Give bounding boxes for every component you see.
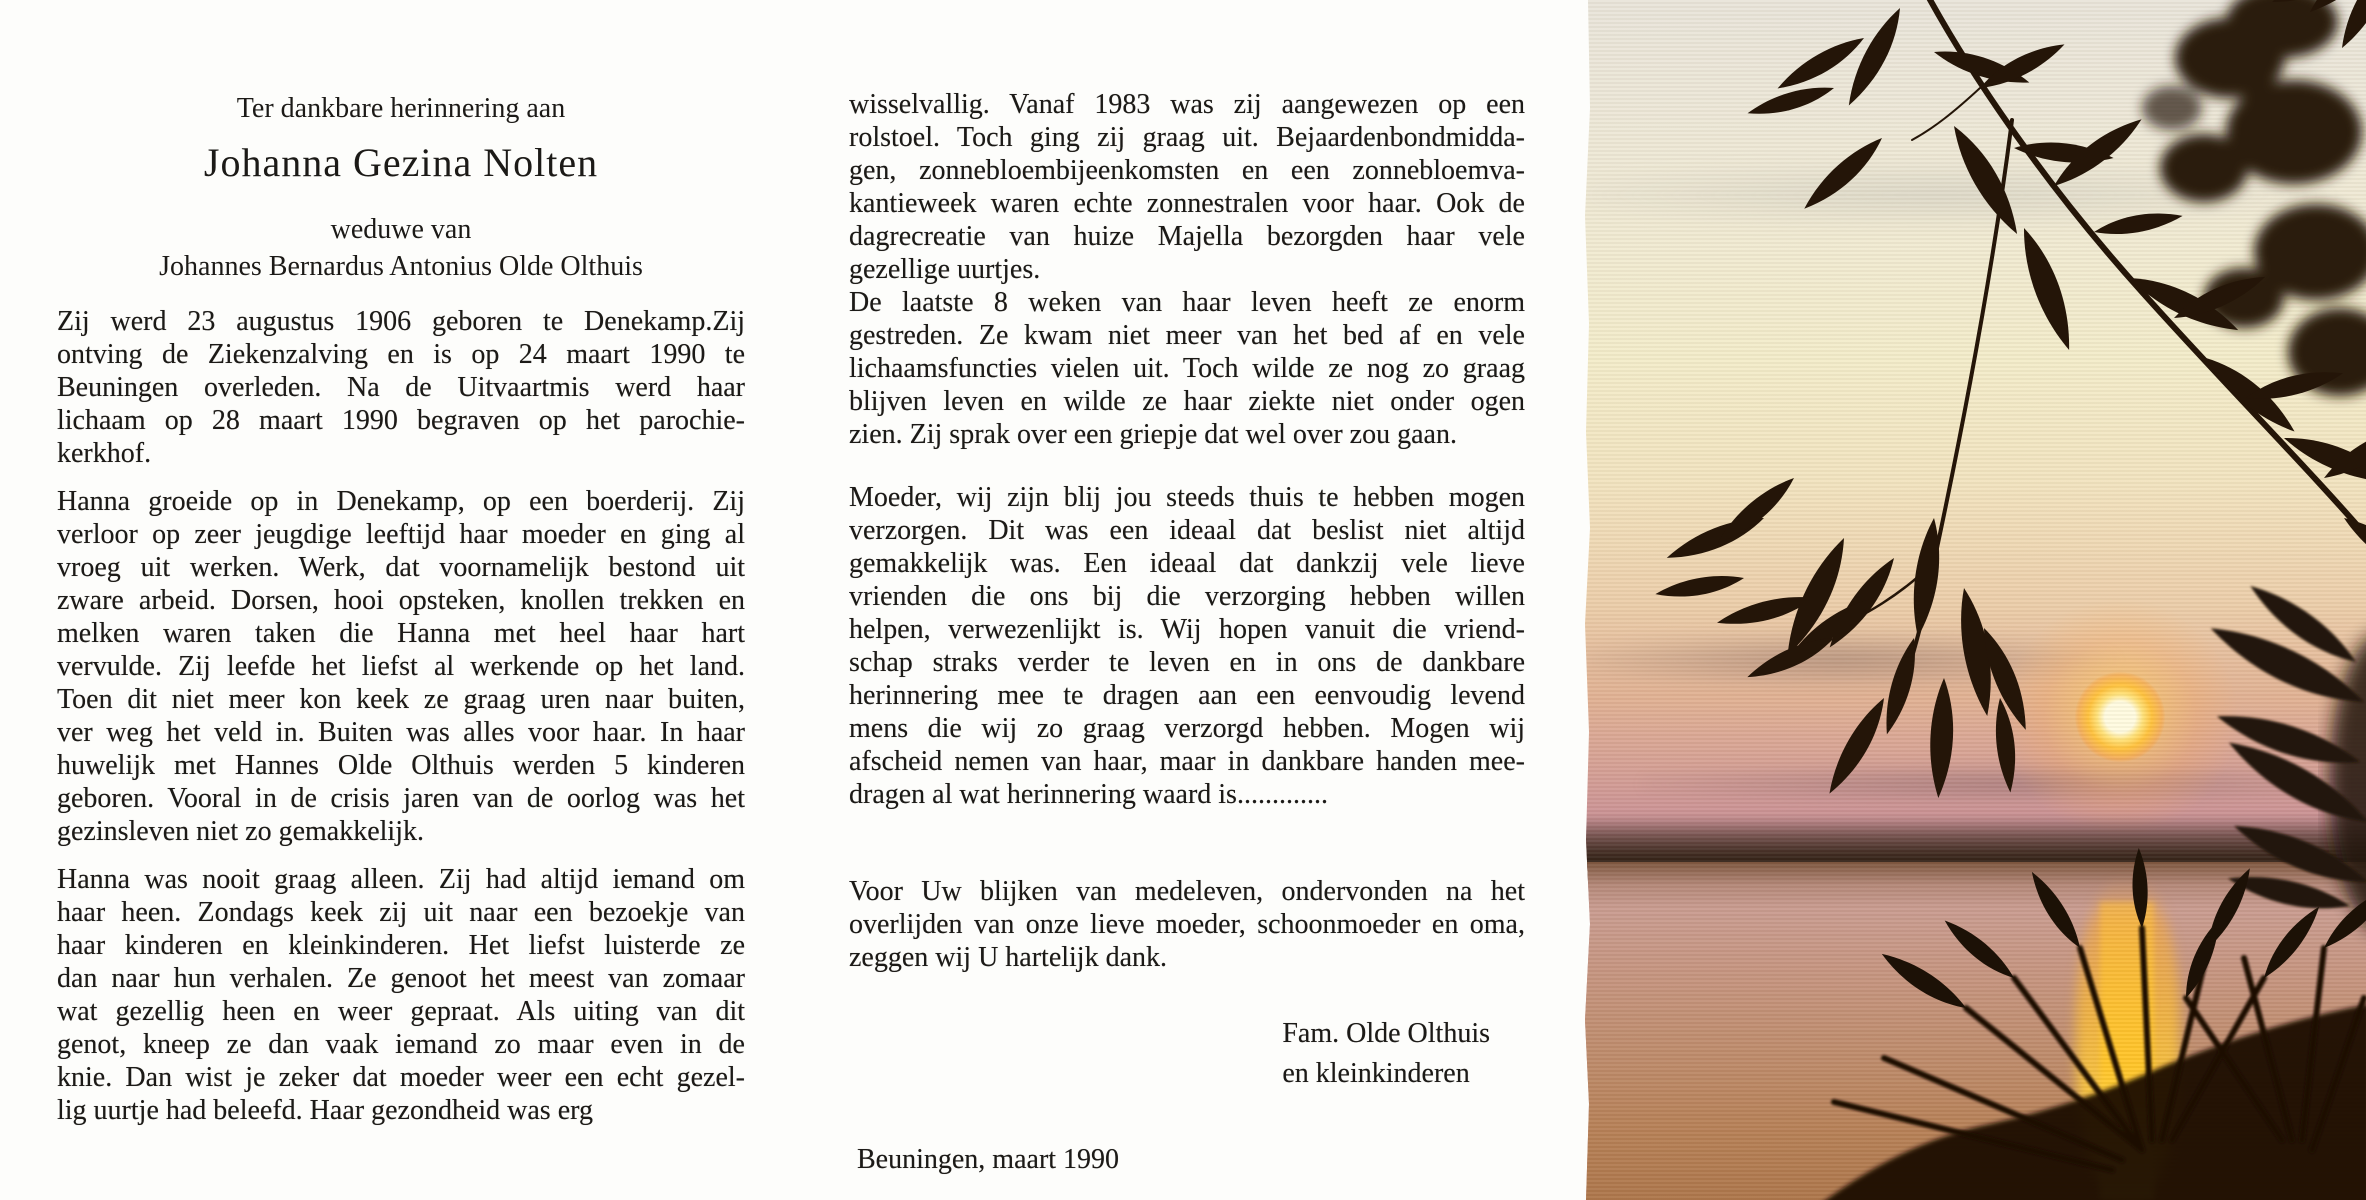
paragraph xyxy=(849,875,1525,974)
foliage-silhouettes xyxy=(1582,0,2366,1200)
text-line: verzorgen. Dit was een ideaal dat beslist niet altijd xyxy=(849,515,1525,546)
text-line: ontving de Ziekenzalving en is op 24 maart 1990 te xyxy=(57,339,745,370)
text-line: overlijden van onze lieve moeder, schoonmoeder en oma, xyxy=(849,909,1525,940)
text-line: gezellige uurtjes. xyxy=(849,254,1041,285)
text-line: wisselvallig. Vanaf 1983 was zij aangewezen op een xyxy=(849,89,1525,120)
text-line: Zij werd 23 augustus 1906 geboren te Denekamp.Zij xyxy=(57,306,745,337)
text-line: dragen al wat herinnering waard is............. xyxy=(849,779,1328,810)
text-line: gemakkelijk was. Een ideaal dat dankzij vele lieve xyxy=(849,548,1525,579)
text-line: Hanna was nooit graag alleen. Zij had altijd iemand om xyxy=(57,864,745,895)
text-line: kantieweek waren echte zonnestralen voor haar. Ook de xyxy=(849,188,1525,219)
paragraph xyxy=(57,485,745,848)
text-line: schap straks verder te leven en in ons de dankbare xyxy=(849,647,1525,678)
right-paragraphs xyxy=(849,88,1525,974)
dateline: Beuningen, maart 1990 xyxy=(857,1144,1120,1175)
text-line: lichaam op 28 maart 1990 begraven op het parochie- xyxy=(57,405,745,436)
text-line: Beuningen overleden. Na de Uitvaartmis werd haar xyxy=(57,372,745,403)
text-line: herinnering mee te dragen aan een eenvoudig levend xyxy=(849,680,1525,711)
deceased-name: Johanna Gezina Nolten xyxy=(203,140,599,185)
text-line: knie. Dan wist je zeker dat moeder weer een echt gezel- xyxy=(57,1062,745,1093)
left-text-column xyxy=(57,92,745,1127)
paragraph xyxy=(57,863,745,1127)
text-line: huwelijk met Hannes Olde Olthuis werden 5 kinderen xyxy=(57,750,745,781)
text-line: melken waren taken die Hanna met heel haar hart xyxy=(57,618,745,649)
text-line: lichaamsfuncties vielen uit. Toch wilde ze nog zo graag xyxy=(849,353,1525,384)
paragraph xyxy=(849,286,1525,451)
text-line: gestreden. Ze kwam niet meer van het bed af en vele xyxy=(849,320,1525,351)
text-line: haar kinderen en kleinkinderen. Het liefst luisterde ze xyxy=(57,930,745,961)
paragraph xyxy=(849,88,1525,286)
paragraph xyxy=(849,481,1525,811)
signature-family: Fam. Olde Olthuis xyxy=(1282,1018,1490,1049)
text-line: dagrecreatie van huize Majella bezorgden haar vele xyxy=(849,221,1525,252)
text-line: ver weg het veld in. Buiten was alles voor haar. In haar xyxy=(57,717,745,748)
text-line: rolstoel. Toch ging zij graag uit. Bejaardenbondmidda- xyxy=(849,122,1525,153)
text-line: vrienden die ons bij die verzorging hebben willen xyxy=(849,581,1525,612)
text-line: zware arbeid. Dorsen, hooi opsteken, knollen trekken en xyxy=(57,585,745,616)
blurred-tree-clump xyxy=(2142,0,2366,396)
bush-leaf-tips xyxy=(1877,848,2366,1018)
text-line: vervulde. Zij leefde het liefst al werkende op het land. xyxy=(57,651,745,682)
signature-grandchildren: en kleinkinderen xyxy=(1282,1058,1470,1089)
right-text-column xyxy=(849,88,1525,1180)
text-line: Moeder, wij zijn blij jou steeds thuis te hebben mogen xyxy=(849,482,1525,513)
text-line: afscheid nemen van haar, maar in dankbare handen mee- xyxy=(849,746,1525,777)
text-line: zien. Zij sprak over een griepje dat wel over zou gaan. xyxy=(849,419,1457,450)
text-line: genot, kneep ze dan vaak iemand zo maar even in de xyxy=(57,1029,745,1060)
text-line: Toen dit niet meer kon keek ze graag uren naar buiten, xyxy=(57,684,745,715)
text-line: gezinsleven niet zo gemakkelijk. xyxy=(57,816,424,847)
text-line: Hanna groeide op in Denekamp, op een boerderij. Zij xyxy=(57,486,745,517)
text-line: helpen, verwezenlijkt is. Wij hopen vanuit die vriend- xyxy=(849,614,1525,645)
text-line: dan naar hun verhalen. Ze genoot het meest van zomaar xyxy=(57,963,745,994)
paragraph xyxy=(57,305,745,470)
text-line: vroeg uit werken. Werk, dat voornamelijk bestond uit xyxy=(57,552,745,583)
hanging-leaf-cluster xyxy=(1654,472,2034,798)
text-line: blijven leven en wilde ze haar ziekte niet onder ogen xyxy=(849,386,1525,417)
text-line: mens die wij zo graag verzorgd hebben. Mogen wij xyxy=(849,713,1525,744)
text-line: zeggen wij U hartelijk dank. xyxy=(849,942,1168,973)
text-line: lig uurtje had beleefd. Haar gezondheid was erg xyxy=(57,1095,593,1126)
signature-block xyxy=(1282,1014,1490,1094)
text-line: geboren. Vooral in de crisis jaren van de oorlog was het xyxy=(57,783,745,814)
relation-line: weduwe van xyxy=(330,214,472,245)
text-line: gen, zonnebloembijeenkomsten en een zonnebloemva- xyxy=(849,155,1525,186)
text-line: kerkhof. xyxy=(57,438,152,469)
memorial-line: Ter dankbare herinnering aan xyxy=(236,93,566,124)
text-line: De laatste 8 weken van haar leven heeft ze enorm xyxy=(849,287,1525,318)
sunset-photo xyxy=(1582,0,2366,1200)
text-line: verloor op zeer jeugdige leeftijd haar moeder en ging al xyxy=(57,519,745,550)
spouse-name: Johannes Bernardus Antonius Olde Olthuis xyxy=(159,251,643,282)
text-line: haar heen. Zondags keek zij uit naar een bezoekje van xyxy=(57,897,745,928)
text-line: wat gezellig heen en weer gepraat. Als uiting van dit xyxy=(57,996,745,1027)
text-line: Voor Uw blijken van medeleven, ondervonden na het xyxy=(849,876,1525,907)
left-paragraphs xyxy=(57,305,745,1127)
